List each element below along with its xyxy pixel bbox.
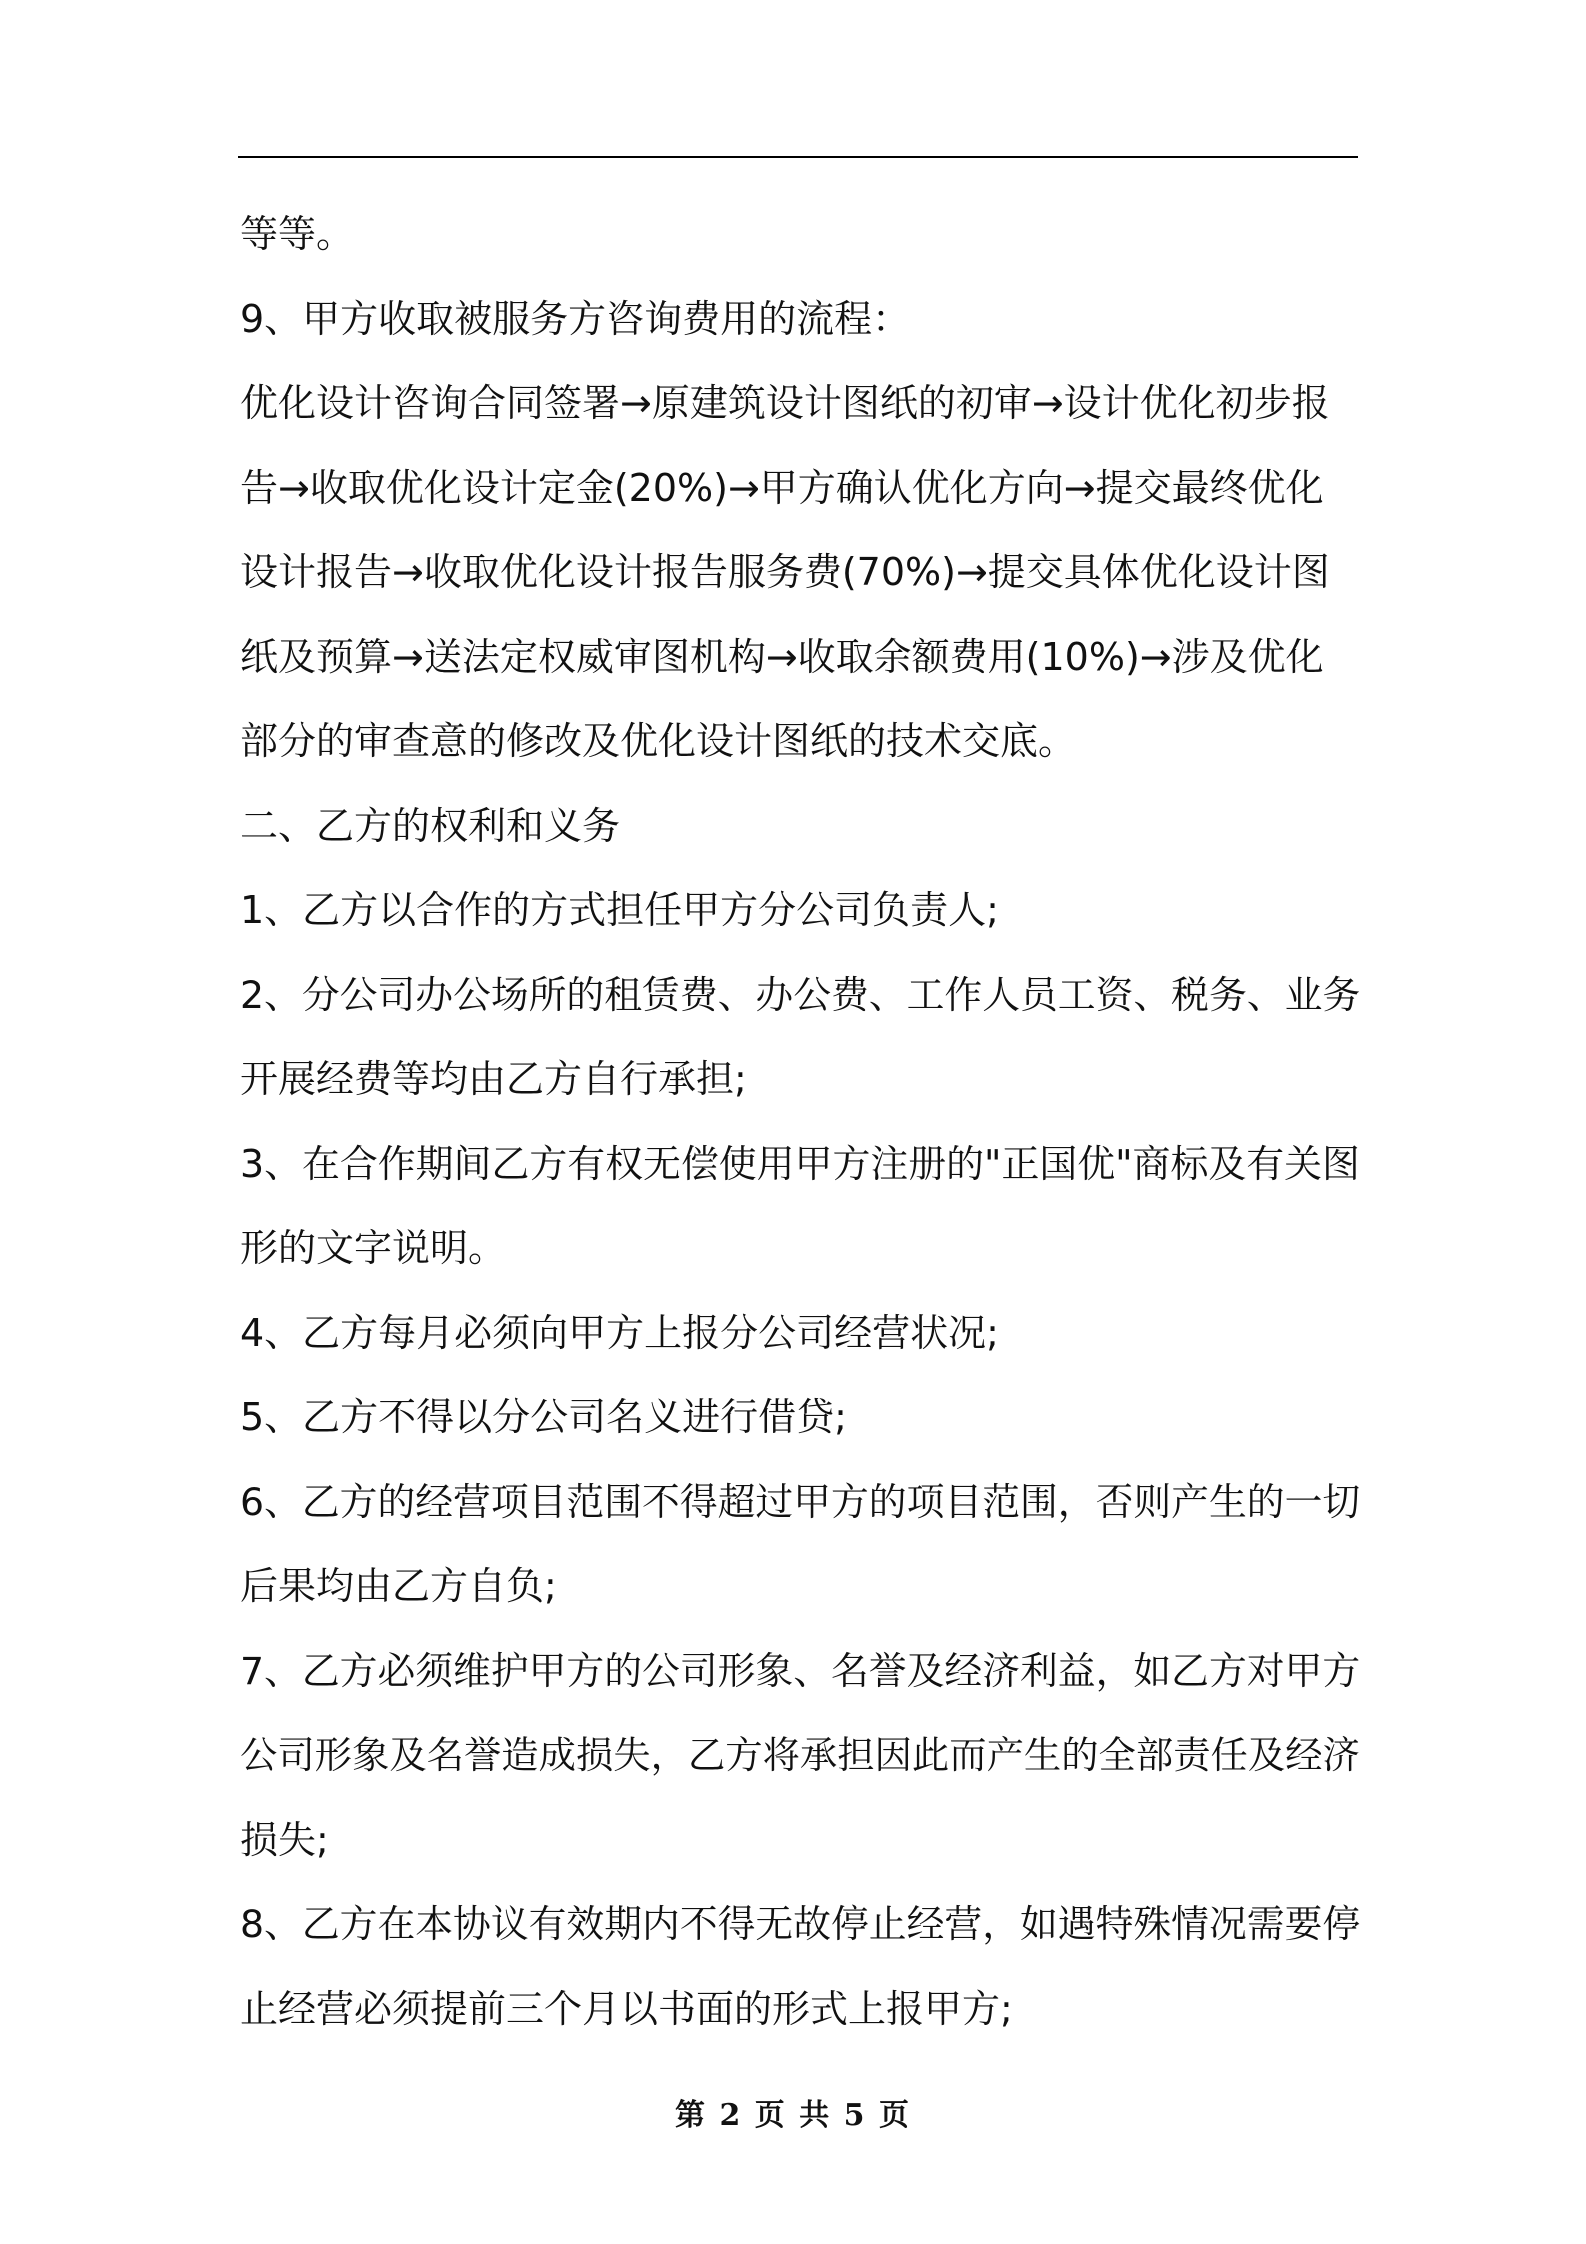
text-line: 8、乙方在本协议有效期内不得无故停止经营，如遇特殊情况需要停 <box>240 1902 1361 1946</box>
text-line: 部分的审查意的修改及优化设计图纸的技术交底。 <box>240 719 1077 763</box>
text-line: 设计报告→收取优化设计报告服务费(70%)→提交具体优化设计图 <box>240 550 1330 594</box>
section-heading: 二、乙方的权利和义务 <box>240 803 621 848</box>
text-line: 后果均由乙方自负; <box>240 1564 557 1608</box>
text-line: 公司形象及名誉造成损失，乙方将承担因此而产生的全部责任及经济 <box>240 1733 1360 1777</box>
text-line: 纸及预算→送法定权威审图机构→收取余额费用(10%)→涉及优化 <box>240 634 1324 679</box>
text-line: 开展经费等均由乙方自行承担; <box>240 1057 747 1101</box>
text-line: 2、分公司办公场所的租赁费、办公费、工作人员工资、税务、业务 <box>240 972 1361 1017</box>
text-line: 告→收取优化设计定金(20%)→甲方确认优化方向→提交最终优化 <box>240 465 1324 510</box>
text-line: 3、在合作期间乙方有权无偿使用甲方注册的"正国优"商标及有关图 <box>240 1141 1360 1186</box>
text-line: 9、甲方收取被服务方咨询费用的流程： <box>240 296 911 341</box>
text-line: 等等。 <box>240 212 355 256</box>
text-line: 5、乙方不得以分公司名义进行借贷; <box>240 1395 847 1439</box>
text-line: 优化设计咨询合同签署→原建筑设计图纸的初审→设计优化初步报 <box>240 381 1330 425</box>
text-line: 6、乙方的经营项目范围不得超过甲方的项目范围，否则产生的一切 <box>240 1479 1361 1524</box>
text-line: 1、乙方以合作的方式担任甲方分公司负责人; <box>240 888 999 932</box>
document-body <box>240 192 1360 2051</box>
page-number-footer: 第 2 页 共 5 页 <box>675 2098 911 2133</box>
text-line: 4、乙方每月必须向甲方上报分公司经营状况; <box>240 1310 999 1355</box>
header-rule <box>238 156 1358 158</box>
text-line: 损失; <box>240 1817 329 1862</box>
text-line: 止经营必须提前三个月以书面的形式上报甲方; <box>240 1986 1013 2031</box>
text-line: 7、乙方必须维护甲方的公司形象、名誉及经济利益，如乙方对甲方 <box>240 1648 1361 1693</box>
text-line: 形的文字说明。 <box>240 1226 507 1270</box>
